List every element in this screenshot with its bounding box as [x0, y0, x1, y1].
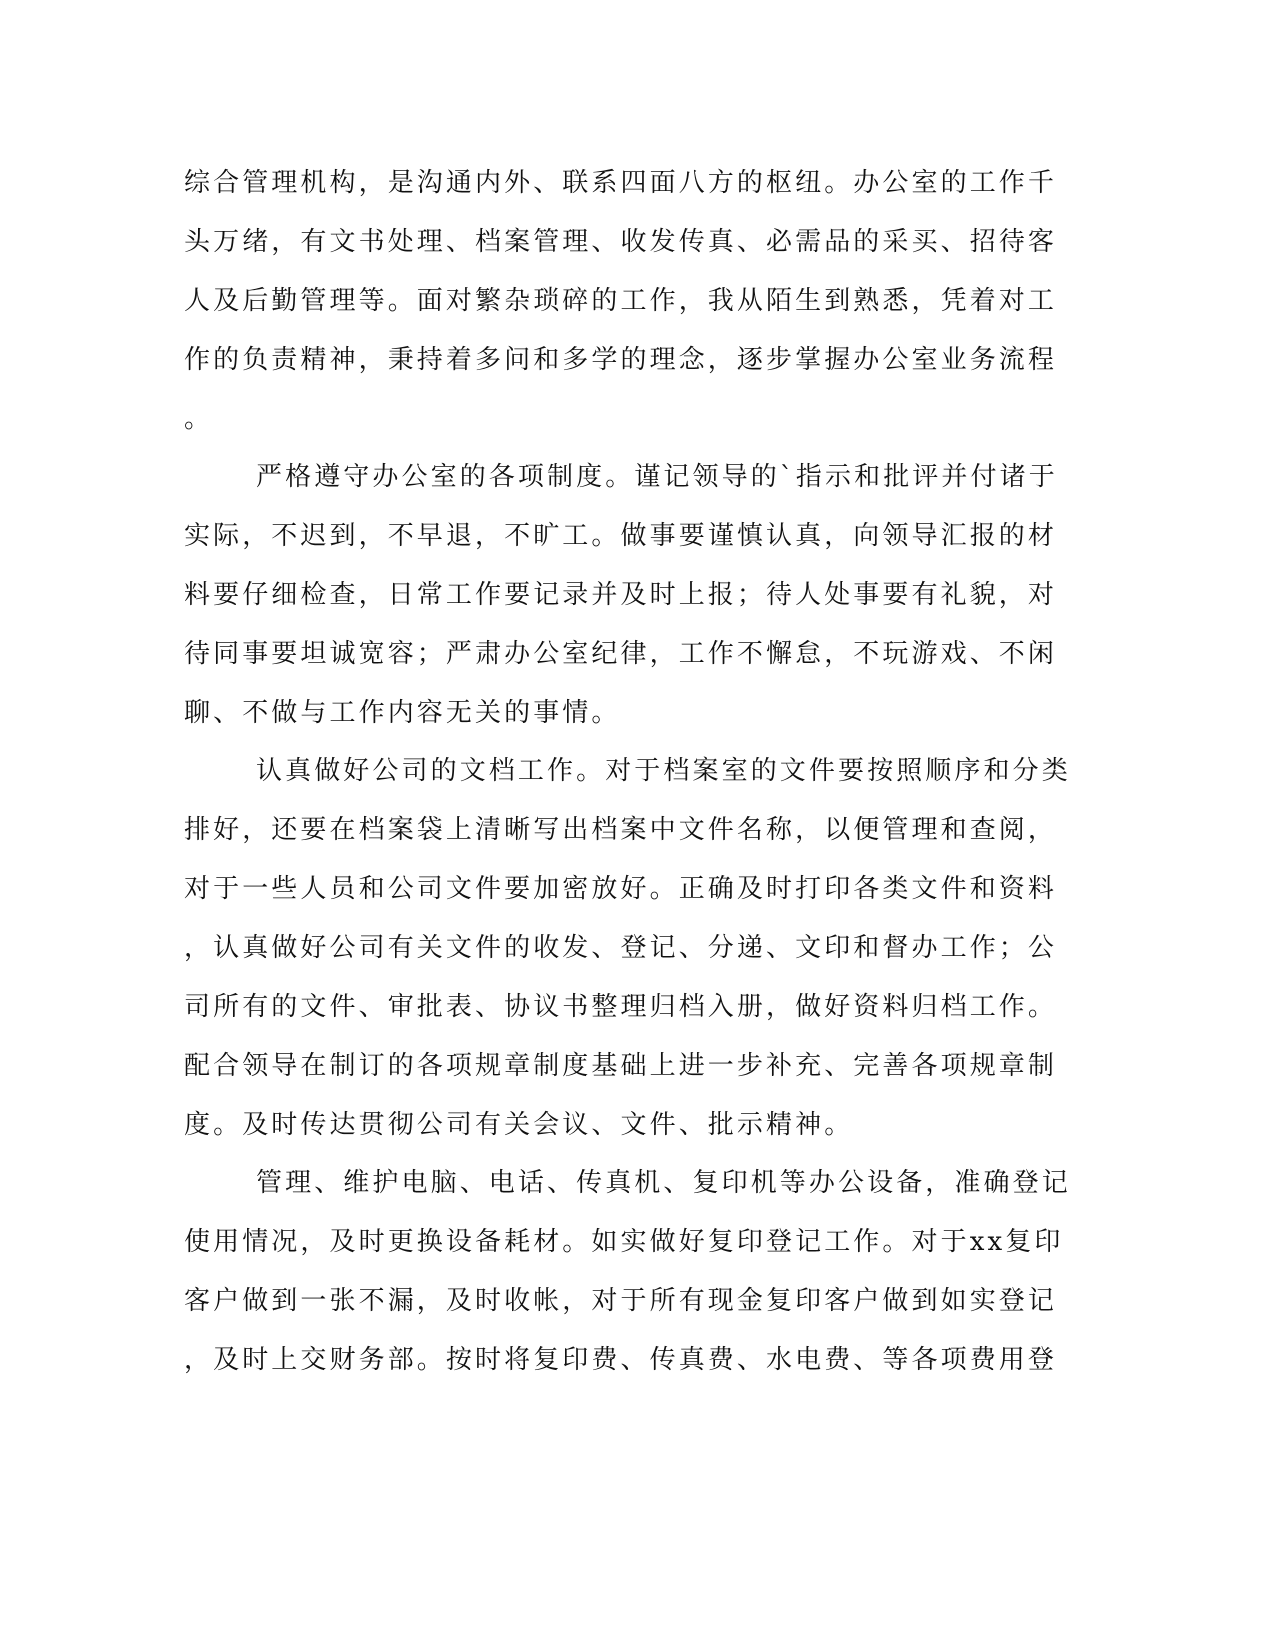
text-line: ，及时上交财务部。按时将复印费、传真费、水电费、等各项费用登 [184, 1345, 1058, 1375]
text-line: 司所有的文件、审批表、协议书整理归档入册，做好资料归档工作。 [184, 992, 1058, 1022]
text-line: 排好，还要在档案袋上清晰写出档案中文件名称，以便管理和查阅， [184, 815, 1058, 845]
text-line: 料要仔细检查，日常工作要记录并及时上报；待人处事要有礼貌，对 [184, 580, 1058, 610]
text-line: 配合领导在制订的各项规章制度基础上进一步补充、完善各项规章制 [184, 1051, 1058, 1081]
text-line: 头万绪，有文书处理、档案管理、收发传真、必需品的采买、招待客 [184, 227, 1058, 257]
paragraph-first-line: 严格遵守办公室的各项制度。谨记领导的`指示和批评并付诸于 [256, 462, 1058, 492]
text-line: 聊、不做与工作内容无关的事情。 [184, 698, 621, 728]
text-line: 人及后勤管理等。面对繁杂琐碎的工作，我从陌生到熟悉，凭着对工 [184, 286, 1058, 316]
text-line: ，认真做好公司有关文件的收发、登记、分递、文印和督办工作；公 [184, 933, 1058, 963]
text-line: 客户做到一张不漏，及时收帐，对于所有现金复印客户做到如实登记 [184, 1286, 1058, 1316]
text-line: 综合管理机构，是沟通内外、联系四面八方的枢纽。办公室的工作千 [184, 168, 1058, 198]
text-line: 对于一些人员和公司文件要加密放好。正确及时打印各类文件和资料 [184, 874, 1058, 904]
paragraph-first-line: 管理、维护电脑、电话、传真机、复印机等办公设备，准确登记 [256, 1168, 1071, 1198]
text-line: 使用情况，及时更换设备耗材。如实做好复印登记工作。对于xx复印 [184, 1227, 1064, 1257]
text-line: 度。及时传达贯彻公司有关会议、文件、批示精神。 [184, 1110, 854, 1140]
text-line: 实际，不迟到，不早退，不旷工。做事要谨慎认真，向领导汇报的材 [184, 521, 1058, 551]
paragraph-first-line: 认真做好公司的文档工作。对于档案室的文件要按照顺序和分类 [256, 756, 1071, 786]
text-line: 待同事要坦诚宽容；严肃办公室纪律，工作不懈怠，不玩游戏、不闲 [184, 639, 1058, 669]
text-line: 作的负责精神，秉持着多问和多学的理念，逐步掌握办公室业务流程 [184, 345, 1058, 375]
text-line: 。 [184, 404, 214, 434]
